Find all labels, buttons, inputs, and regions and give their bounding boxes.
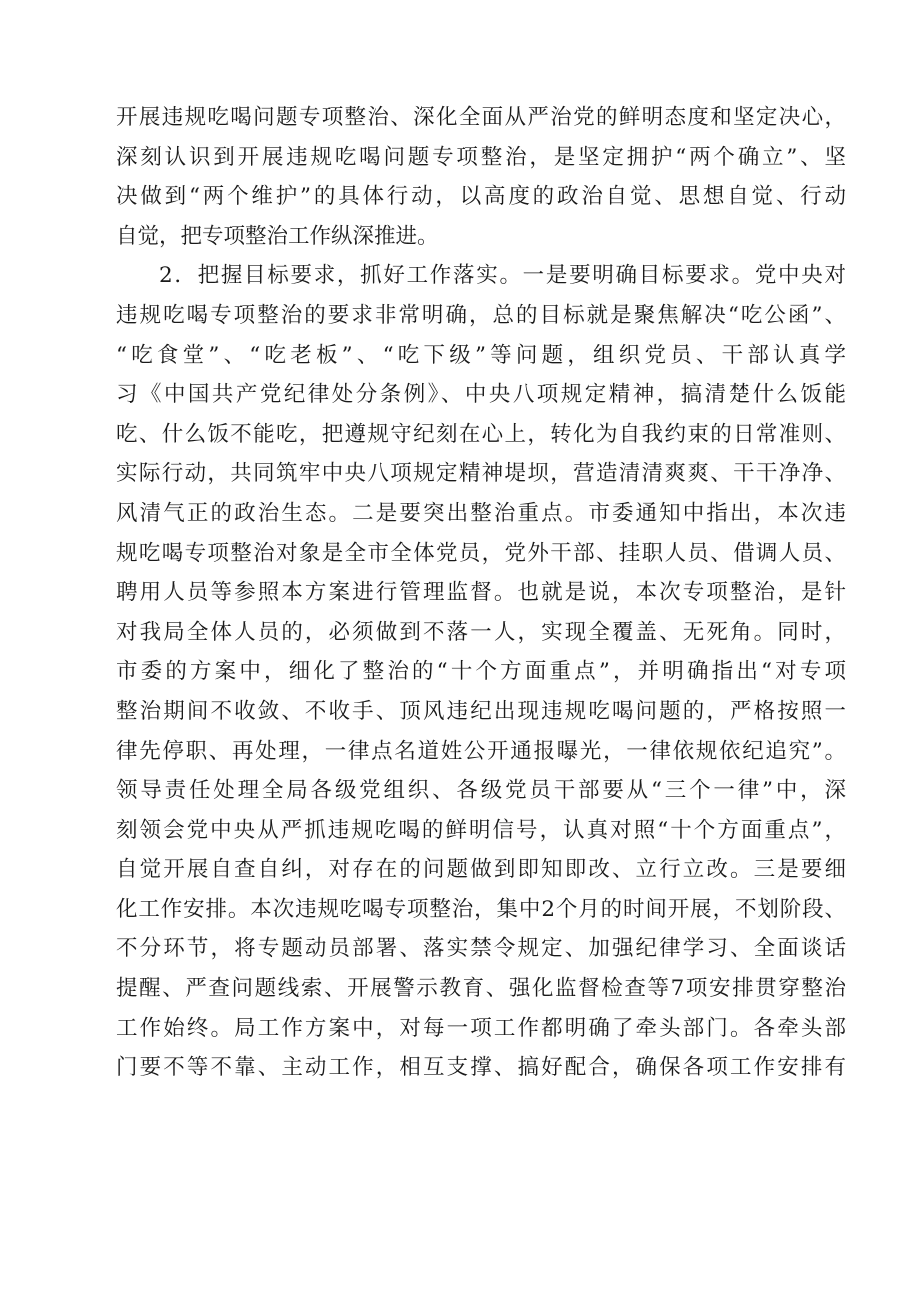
text-line: 开展违规吃喝问题专项整治、深化全面从严治党的鲜明态度和坚定决心，	[116, 105, 846, 130]
text-line: 门要不等不靠、主动工作，相互支撑、搞好配合，确保各项工作安排有	[116, 1055, 846, 1081]
text-line: 化工作安排。本次违规吃喝专项整治，集中2个月的时间开展，不划阶段、	[116, 896, 846, 922]
text-line: 2．把握目标要求，抓好工作落实。一是要明确目标要求。党中央对	[159, 263, 846, 289]
paragraph-1	[116, 98, 846, 256]
text-line: 对我局全体人员的，必须做到不落一人，实现全覆盖、无死角。同时，	[116, 619, 846, 645]
document-body	[116, 98, 846, 1088]
text-line: 不分环节，将专题动员部署、落实禁令规定、加强纪律学习、全面谈话	[116, 936, 846, 962]
text-line: 习《中国共产党纪律处分条例》、中央八项规定精神，搞清楚什么饭能	[116, 382, 846, 408]
text-line: 市委的方案中，细化了整治的“十个方面重点”，并明确指出“对专项	[116, 659, 846, 685]
text-line: 领导责任处理全局各级党组织、各级党员干部要从“三个一律”中，深	[116, 778, 846, 804]
text-line: 刻领会党中央从严抓违规吃喝的鲜明信号，认真对照“十个方面重点”，	[116, 817, 846, 843]
text-line: 提醒、严查问题线索、开展警示教育、强化监督检查等7项安排贯穿整治	[116, 976, 846, 1002]
text-line: 违规吃喝专项整治的要求非常明确，总的目标就是聚焦解决“吃公函”、	[116, 302, 846, 328]
text-line: 自觉，把专项整治工作纵深推进。	[116, 223, 439, 249]
text-line: 风清气正的政治生态。二是要突出整治重点。市委通知中指出，本次违	[116, 500, 846, 526]
text-line: 律先停职、再处理，一律点名道姓公开通报曝光，一律依规依纪追究”。	[116, 738, 846, 764]
text-line: 自觉开展自查自纠，对存在的问题做到即知即改、立行立改。三是要细	[116, 857, 846, 883]
text-line: 整治期间不收敛、不收手、顶风违纪出现违规吃喝问题的，严格按照一	[116, 698, 846, 724]
text-line: 实际行动，共同筑牢中央八项规定精神堤坝，营造清清爽爽、干干净净、	[116, 461, 846, 487]
text-line: 聘用人员等参照本方案进行管理监督。也就是说，本次专项整治，是针	[116, 580, 846, 606]
text-line: 工作始终。局工作方案中，对每一项工作都明确了牵头部门。各牵头部	[116, 1015, 846, 1041]
text-line: “吃食堂”、“吃老板”、“吃下级”等问题，组织党员、干部认真学	[116, 342, 846, 368]
text-line: 深刻认识到开展违规吃喝问题专项整治，是坚定拥护“两个确立”、坚	[116, 144, 846, 170]
text-line: 规吃喝专项整治对象是全市全体党员，党外干部、挂职人员、借调人员、	[116, 540, 846, 566]
paragraph-2	[116, 256, 846, 1087]
text-line: 决做到“两个维护”的具体行动，以高度的政治自觉、思想自觉、行动	[116, 184, 846, 210]
text-line: 吃、什么饭不能吃，把遵规守纪刻在心上，转化为自我约束的日常准则、	[116, 421, 846, 447]
